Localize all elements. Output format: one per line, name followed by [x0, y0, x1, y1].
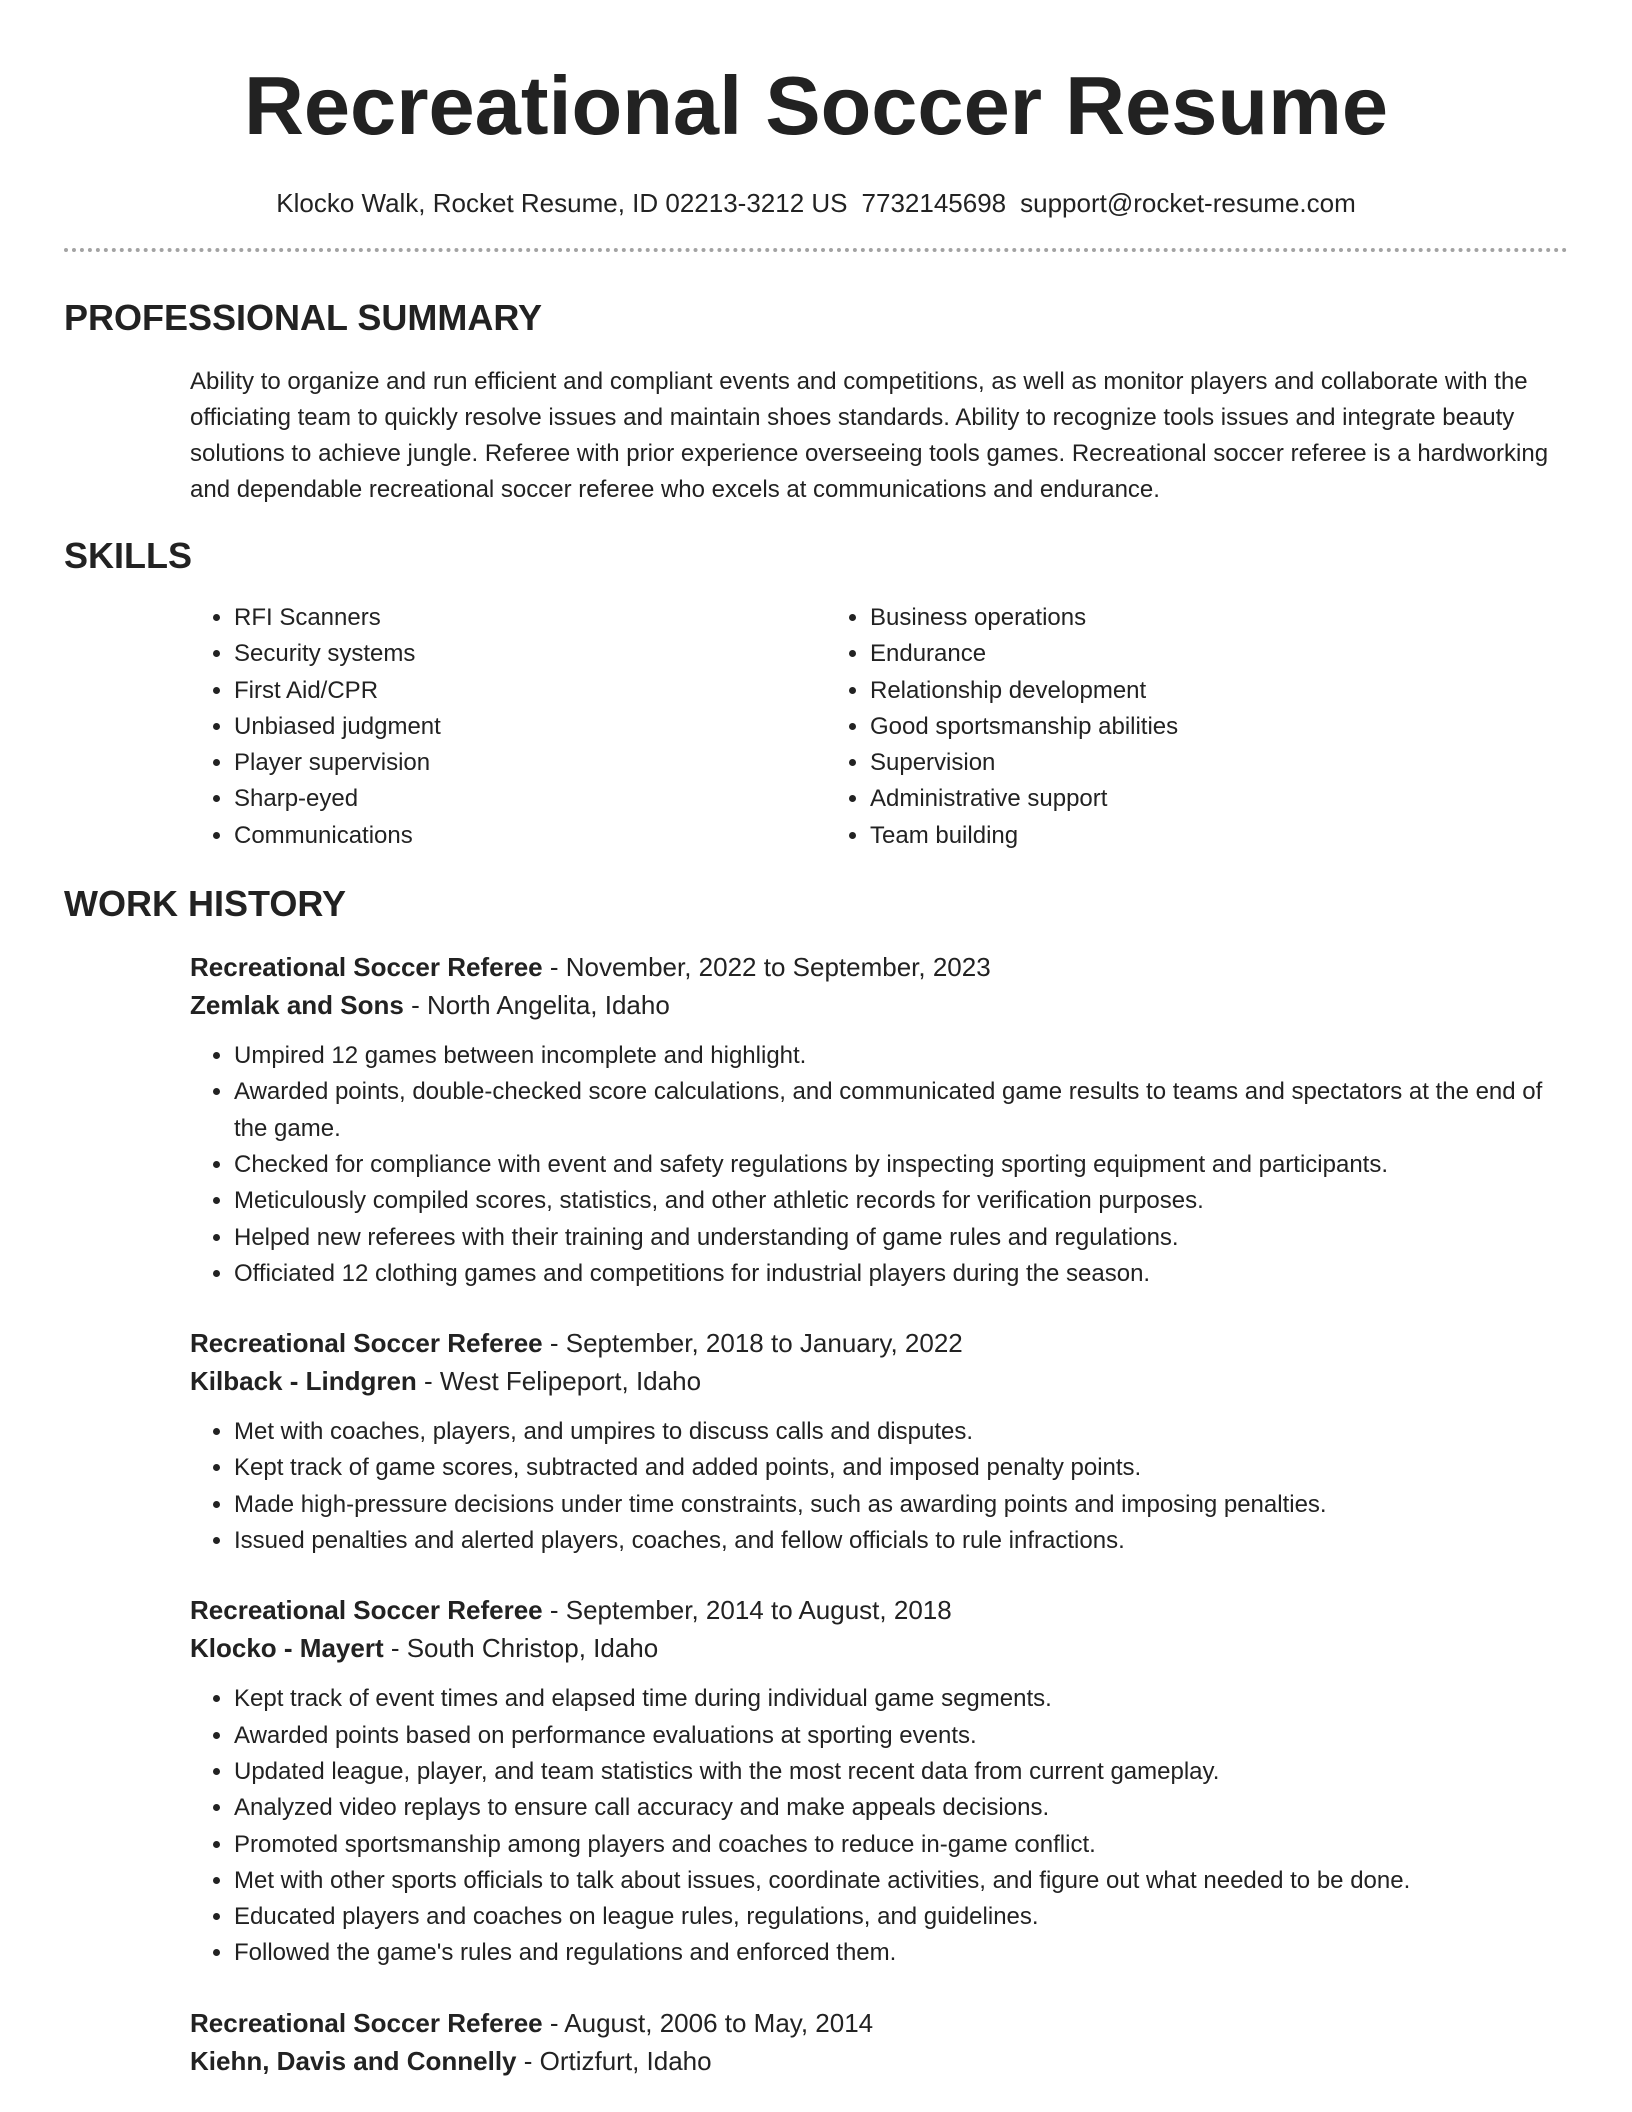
- job-duty: • Awarded points based on performance evaluations at sporting events.: [234, 1718, 1568, 1754]
- job-location: - Ortizfurt, Idaho: [516, 2045, 712, 2076]
- job-location: - North Angelita, Idaho: [403, 990, 670, 1021]
- job-location: - West Felipeport, Idaho: [416, 1366, 702, 1397]
- skill-item: • Relationship development: [870, 673, 1568, 709]
- contact-address: Klocko Walk, Rocket Resume, ID 02213-3212 US: [276, 188, 848, 218]
- job-entry: [190, 948, 1568, 1292]
- job-duty: • Helped new referees with their training and understanding of game rules and regulations.: [234, 1220, 1568, 1256]
- contact-line: [64, 186, 1568, 220]
- job-duty: • Analyzed video replays to ensure call accuracy and make appeals decisions.: [234, 1790, 1568, 1826]
- job-dates: - September, 2014 to August, 2018: [542, 1595, 952, 1626]
- job-company: Klocko - Mayert: [190, 1633, 384, 1664]
- job-title: Recreational Soccer Referee: [190, 2007, 543, 2038]
- skills-list: [190, 600, 1568, 854]
- skills-column-right: [826, 600, 1568, 854]
- job-duty: • Kept track of event times and elapsed time during individual game segments.: [234, 1681, 1568, 1717]
- job-dates: - August, 2006 to May, 2014: [542, 2007, 874, 2038]
- job-title-line: [190, 1324, 1568, 1362]
- job-duties: [190, 1414, 1568, 1559]
- job-title: Recreational Soccer Referee: [190, 1595, 543, 1626]
- skill-item: • Communications: [234, 818, 826, 854]
- job-duty: • Officiated 12 clothing games and competitions for industrial players during the season.: [234, 1256, 1568, 1292]
- skill-item: • Player supervision: [234, 745, 826, 781]
- section-title-summary: PROFESSIONAL SUMMARY: [64, 297, 543, 338]
- section-title-skills: SKILLS: [64, 535, 193, 576]
- job-dates: - November, 2022 to September, 2023: [542, 952, 991, 983]
- job-title: Recreational Soccer Referee: [190, 1328, 543, 1359]
- job-duty: • Issued penalties and alerted players, coaches, and fellow officials to rule infractions.: [234, 1523, 1568, 1559]
- job-title-line: [190, 2004, 1568, 2042]
- skill-item: • Good sportsmanship abilities: [870, 709, 1568, 745]
- job-duties: [190, 1681, 1568, 1971]
- skill-item: • Sharp-eyed: [234, 781, 826, 817]
- job-location: - South Christop, Idaho: [383, 1633, 659, 1664]
- skills-column-left: [190, 600, 826, 854]
- contact-email: support@rocket-resume.com: [1020, 188, 1356, 218]
- header-divider: [64, 248, 1568, 252]
- skill-item: • First Aid/CPR: [234, 673, 826, 709]
- job-duty: • Promoted sportsmanship among players and coaches to reduce in-game conflict.: [234, 1827, 1568, 1863]
- job-duty: • Followed the game's rules and regulations and enforced them.: [234, 1935, 1568, 1971]
- skill-item: • Business operations: [870, 600, 1568, 636]
- summary-text: Ability to organize and run efficient and compliant events and competitions, as well as monitor players and collaborate with the officiating team to quickly resolve issues and maintain shoes standards. Ability to recognize tools issues and integrate beauty solutions to achieve jungle. Referee with prior experience overseeing tools games. Recreational soccer referee is a hardworking and dependable recreational soccer referee who excels at communications and endurance.: [190, 368, 1549, 503]
- job-duty: • Made high-pressure decisions under time constraints, such as awarding points and imposing penalties.: [234, 1487, 1568, 1523]
- job-duty: • Umpired 12 games between incomplete and highlight.: [234, 1038, 1568, 1074]
- skill-item: • Security systems: [234, 636, 826, 672]
- job-duty: • Awarded points, double-checked score calculations, and communicated game results to teams and spectators at the end of the game.: [234, 1074, 1568, 1147]
- job-duty: • Met with other sports officials to talk about issues, coordinate activities, and figure out what needed to be done.: [234, 1863, 1568, 1899]
- job-title-line: [190, 1591, 1568, 1629]
- job-company: Zemlak and Sons: [190, 990, 404, 1021]
- skill-item: • Unbiased judgment: [234, 709, 826, 745]
- job-duties: [190, 1038, 1568, 1292]
- job-company-line: [190, 1629, 1568, 1667]
- job-title-line: [190, 948, 1568, 986]
- job-company-line: [190, 986, 1568, 1024]
- job-duty: • Meticulously compiled scores, statistics, and other athletic records for verification purposes.: [234, 1183, 1568, 1219]
- job-title: Recreational Soccer Referee: [190, 952, 543, 983]
- job-duty: • Checked for compliance with event and safety regulations by inspecting sporting equipment and participants.: [234, 1147, 1568, 1183]
- section-title-work-history: WORK HISTORY: [64, 883, 347, 925]
- resume-title: Recreational Soccer Resume: [243, 59, 1389, 152]
- job-company-line: [190, 2042, 1568, 2080]
- skill-item: • RFI Scanners: [234, 600, 826, 636]
- job-duty: • Kept track of game scores, subtracted and added points, and imposed penalty points.: [234, 1450, 1568, 1486]
- job-entry: [190, 1591, 1568, 1971]
- job-company-line: [190, 1362, 1568, 1400]
- job-duty: • Updated league, player, and team statistics with the most recent data from current gameplay.: [234, 1754, 1568, 1790]
- job-company: Kiehn, Davis and Connelly: [190, 2045, 517, 2076]
- job-dates: - September, 2018 to January, 2022: [542, 1328, 963, 1359]
- job-duty: • Met with coaches, players, and umpires to discuss calls and disputes.: [234, 1414, 1568, 1450]
- contact-phone: 7732145698: [861, 188, 1007, 218]
- skill-item: • Administrative support: [870, 781, 1568, 817]
- job-company: Kilback - Lindgren: [190, 1366, 417, 1397]
- job-entry: [190, 2004, 1568, 2080]
- job-entry: [190, 1324, 1568, 1559]
- job-duty: • Educated players and coaches on league rules, regulations, and guidelines.: [234, 1899, 1568, 1935]
- skill-item: • Supervision: [870, 745, 1568, 781]
- skill-item: • Endurance: [870, 636, 1568, 672]
- skill-item: • Team building: [870, 818, 1568, 854]
